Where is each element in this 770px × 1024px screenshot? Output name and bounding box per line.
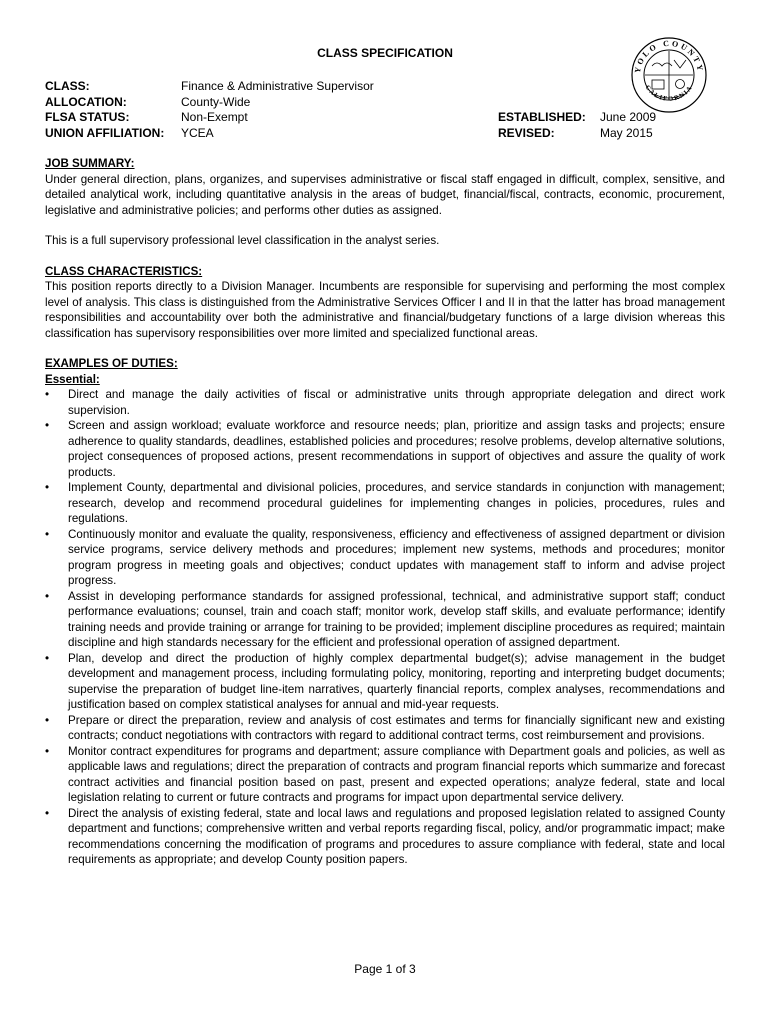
bullet-icon: •: [45, 744, 50, 758]
document-title: CLASS SPECIFICATION: [317, 46, 453, 60]
duty-text: Monitor contract expenditures for programs and department; assure compliance with Department goals and policies, as well as applicable laws and regulations; direct the preparation of contracts and program financial reports which summarize and forecast contract activities and financial position based on past, present and expected operations; analyze federal, state and local legislation relating to current or future contracts and programs for impact upon departmental service delivery.: [68, 744, 725, 804]
bullet-icon: •: [45, 419, 50, 432]
flsa-label: FLSA STATUS:: [45, 110, 130, 124]
class-value: Finance & Administrative Supervisor: [181, 79, 374, 93]
allocation-label: ALLOCATION:: [45, 94, 127, 109]
duties-list: [45, 387, 725, 868]
list-item: [45, 480, 725, 527]
county-seal-icon: [630, 36, 708, 114]
bullet-icon: •: [45, 713, 50, 727]
list-item: [45, 387, 725, 418]
duty-text: Prepare or direct the preparation, review and analysis of cost estimates and terms for financially significant new and existing contracts; conduct negotiations with contractors with regard to additional contract terms, cost reimbursement and provisions.: [68, 713, 725, 742]
class-label: CLASS:: [45, 79, 90, 93]
revised-label: REVISED:: [498, 125, 555, 140]
header-left-values: [181, 79, 374, 141]
bullet-icon: •: [45, 806, 50, 820]
header-left-labels: [45, 79, 164, 141]
job-summary-paragraph: Under general direction, plans, organizes, and supervises administrative or fiscal staff engaged in difficult, complex, sensitive, and detailed analytical work, including quantitative analysis in the areas of budget, financial/fiscal, contracts, economic, procurement, legislative and administrative policies; and performs other duties as assigned.: [45, 172, 725, 217]
list-item: [45, 527, 725, 589]
seal-top-text: YOLO COUNTY: [632, 38, 706, 74]
duty-text: Continuously monitor and evaluate the quality, responsiveness, efficiency and effectiveness of assigned department or division service programs, service delivery methods and procedures; implement new systems, methods and procedures; monitor program progress in meeting goals and objectives; conduct updates with management staff to inform and advise project progress.: [68, 527, 725, 587]
list-item: [45, 806, 725, 868]
established-label: ESTABLISHED:: [498, 110, 586, 124]
job-summary-heading: JOB SUMMARY:: [45, 157, 135, 170]
seal-bottom-text: CALIFORNIA: [643, 84, 695, 103]
established-value: June 2009: [600, 110, 657, 124]
bullet-icon: •: [45, 651, 50, 665]
union-label: UNION AFFILIATION:: [45, 125, 165, 140]
bullet-icon: •: [45, 388, 50, 401]
flsa-value: Non-Exempt: [181, 110, 248, 124]
document-body: [45, 156, 725, 868]
essential-subheading: Essential:: [45, 372, 100, 386]
list-item: [45, 418, 725, 480]
list-item: [45, 651, 725, 713]
revised-value: May 2015: [600, 125, 653, 140]
header-right-values: [600, 110, 656, 141]
list-item: [45, 713, 725, 744]
bullet-icon: •: [45, 589, 50, 603]
class-characteristics-paragraph: This position reports directly to a Division Manager. Incumbents are responsible for supervising and performing the most complex level of analysis. This class is distinguished from the Administrative Services Officer I and II in that the latter has broad management responsibilities and accountability over both the administrative and financial/budgetary functions of a large division whereas this classification has supervisory responsibilities over more limited and specialized functional areas.: [45, 280, 725, 340]
duty-text: Assist in developing performance standards for assigned professional, technical, and administrative support staff; conduct performance evaluations; counsel, train and coach staff; monitor work, develop staff skills, and evaluate performance; identify training needs and provide training or arrange for training to be provided; implement discipline procedures as required; maintain discipline and high standards necessary for the efficient and professional operation of assigned department.: [68, 589, 725, 649]
class-characteristics-heading: CLASS CHARACTERISTICS:: [45, 264, 203, 278]
duty-text: Implement County, departmental and divisional policies, procedures, and service standards in conjunction with management; research, develop and recommend procedural guidelines for implementing changes in policies, procedures, rules and regulations.: [68, 481, 725, 525]
list-item: [45, 744, 725, 806]
bullet-icon: •: [45, 527, 50, 541]
union-value: YCEA: [181, 125, 214, 140]
allocation-value: County-Wide: [181, 94, 251, 109]
job-summary-note: This is a full supervisory professional level classification in the analyst series.: [45, 234, 440, 247]
list-item: [45, 589, 725, 651]
duty-text: Direct and manage the daily activities of fiscal or administrative units through appropriate delegation and direct work supervision.: [68, 388, 725, 417]
header-right-labels: [498, 110, 586, 141]
examples-of-duties-heading: EXAMPLES OF DUTIES:: [45, 357, 178, 370]
bullet-icon: •: [45, 481, 50, 494]
page-number: Page 1 of 3: [354, 962, 416, 976]
duty-text: Screen and assign workload; evaluate workforce and resource needs; plan, prioritize and assign tasks and projects; ensure adherence to quality standards, deadlines, established policies and procedures; resolve problems, develop alternative solutions, project consequences of proposed actions, present recommendations in support of objectives and assure the quality of work products.: [68, 419, 725, 479]
duty-text: Plan, develop and direct the production of highly complex departmental budget(s); advise management in the budget development and management process, including formulating policy, monitoring, reporting and interpreting budget documents; supervise the preparation of budget line-item narratives, quarterly financial reports, complex analyses, recommendations and justification based on complex statistical analyses for annual and mid-year requests.: [68, 651, 725, 711]
duty-text: Direct the analysis of existing federal, state and local laws and regulations and proposed legislation related to assigned County department and functions; comprehensive written and verbal reports regarding fiscal, policy, and/or programmatic impact; make recommendations concerning the modification of programs and procedures to assure compliance with federal, state and local requirements as appropriate; and develop County position papers.: [68, 806, 725, 866]
